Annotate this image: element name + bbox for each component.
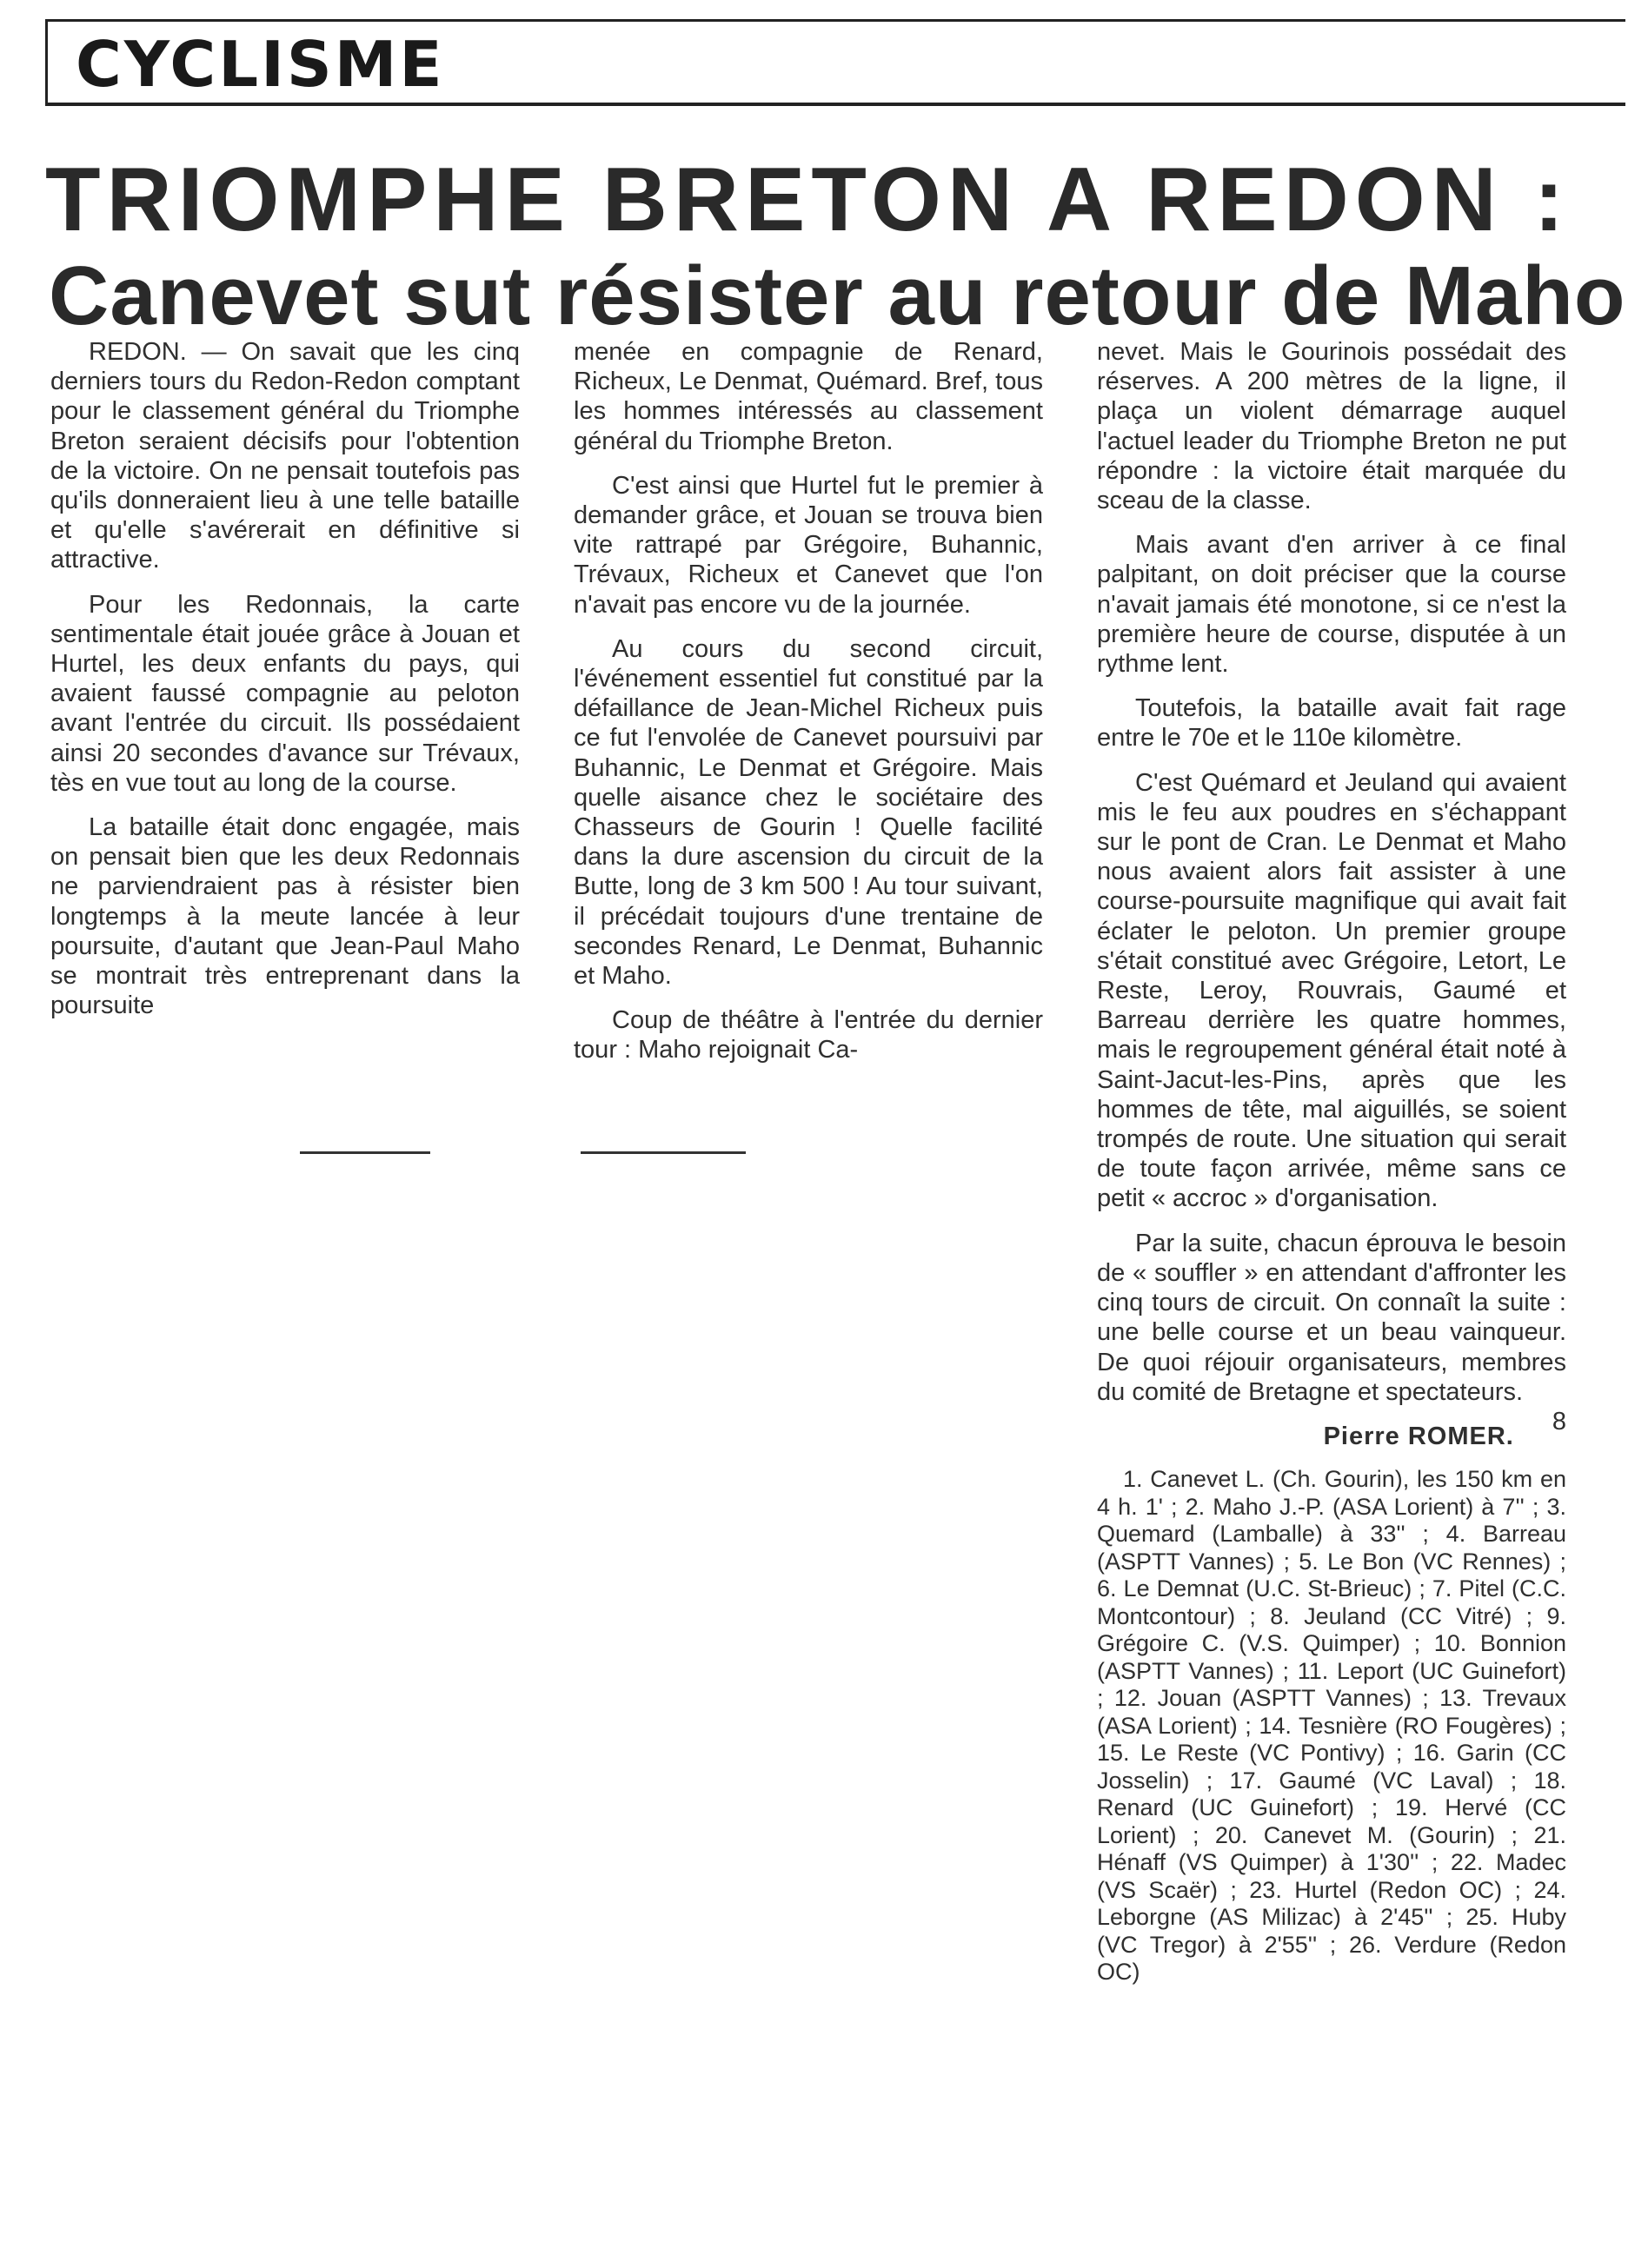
paragraph: nevet. Mais le Gourinois possédait des réserves. A 200 mètres de la ligne, il plaça un violent démarrage auquel l'actuel leader du Triomphe Breton ne put répondre : la victoire était marquée du sceau de la classe. — [1097, 338, 1566, 515]
page-mark: 8 — [1552, 1407, 1566, 1436]
headline-main: TRIOMPHE BRETON A REDON : — [45, 149, 1571, 250]
race-results — [1097, 1466, 1566, 1986]
article-column-2 — [574, 337, 1043, 1080]
section-rubric-box — [45, 19, 1625, 106]
paragraph: REDON. — On savait que les cinq derniers tours du Redon-Redon comptant pour le classement général du Triomphe Breton seraient décisifs pour l'obtention de la victoire. On ne pensait toutefois pas qu'ils donneraient lieu à une telle bataille et qu'elle s'avérerait en définitive si attractive. — [50, 338, 520, 574]
paragraph: C'est ainsi que Hurtel fut le premier à demander grâce, et Jouan se trouva bien vite rattrapé par Grégoire, Buhannic, Trévaux, Richeux et Canevet que l'on n'avait pas encore vu de la journée. — [574, 471, 1043, 619]
paragraph: menée en compagnie de Renard, Richeux, Le Denmat, Quémard. Bref, tous les hommes intéressés au classement général du Triomphe Breton. — [574, 338, 1043, 455]
paragraph: Mais avant d'en arriver à ce final palpitant, on doit préciser que la course n'avait jamais été monotone, si ce n'est la première heure de course, disputée à un rythme lent. — [1097, 531, 1566, 679]
column-end-rule — [300, 1151, 430, 1154]
column-end-rule — [581, 1151, 746, 1154]
author-signature: Pierre ROMER. — [1323, 1422, 1514, 1450]
results-text: 1. Canevet L. (Ch. Gourin), les 150 km en 4 h. 1' ; 2. Maho J.-P. (ASA Lorient) à 7'' ; 3. Quemard (Lamballe) à 33'' ; 4. Barreau (ASPTT Vannes) ; 5. Le Bon (VC Rennes) ; 6. Le Demnat (U.C. St-Brieuc) ; 7. Pitel (C.C. Montcontour) ; 8. Jeuland (CC Vitré) ; 9. Grégoire C. (V.S. Quimper) ; 10. Bonnion (ASPTT Vannes) ; 11. Leport (UC Guinefort) ; 12. Jouan (ASPTT Vannes) ; 13. Trevaux (ASA Lorient) ; 14. Tesnière (RO Fougères) ; 15. Le Reste (VC Pontivy) ; 16. Garin (CC Josselin) ; 17. Gaumé (VC Laval) ; 18. Renard (UC Guinefort) ; 19. Hervé (CC Lorient) ; 20. Canevet M. (Gourin) ; 21. Hénaff (VS Quimper) à 1'30'' ; 22. Madec (VS Scaër) ; 23. Hurtel (Redon OC) ; 24. Leborgne (AS Milizac) à 2'45'' ; 25. Huby (VC Tregor) à 2'55'' ; 26. Verdure (Redon OC) — [1097, 1466, 1566, 1986]
paragraph-text: Par la suite, chacun éprouva le besoin de « souffler » en attendant d'affronter les cinq tours de circuit. On connaît la suite : une belle course et un beau vainqueur. De quoi réjouir organisateurs, membres du comité de Bretagne et spectateurs. — [1097, 1229, 1566, 1406]
paragraph: Toutefois, la bataille avait fait rage entre le 70e et le 110e kilomètre. — [1097, 694, 1566, 753]
section-rubric-label: CYCLISME — [76, 28, 445, 101]
paragraph: Pour les Redonnais, la carte sentimentale était jouée grâce à Jouan et Hurtel, les deux enfants du pays, qui avaient faussé compagnie au peloton avant l'entrée du circuit. Ils possédaient ainsi 20 secondes d'avance sur Trévaux, tès en vue tout au long de la course. — [50, 590, 520, 797]
paragraph: C'est Quémard et Jeuland qui avaient mis le feu aux poudres en s'échappant sur le pont de Cran. Le Denmat et Maho nous avaient alors fait assister à une course-poursuite magnifique qui avait fait éclater le peloton. Un premier groupe s'était constitué avec Grégoire, Letort, Le Reste, Leroy, Rouvrais, Gaumé et Barreau derrière les quatre hommes, mais le regroupement général était noté à Saint-Jacut-les-Pins, après que les hommes de tête, mal aiguillés, se soient trompés de route. Une situation qui serait de toute façon arrivée, même sans ce petit « accroc » d'organisation. — [1097, 768, 1566, 1213]
article-column-3 — [1097, 337, 1566, 1986]
paragraph: Coup de théâtre à l'entrée du dernier tour : Maho rejoignait Ca- — [574, 1006, 1043, 1064]
article-column-1 — [50, 337, 520, 1035]
headline-sub: Canevet sut résister au retour de Maho — [49, 249, 1626, 342]
paragraph: Au cours du second circuit, l'événement essentiel fut constitué par la défaillance de Jean-Michel Richeux puis ce fut l'envolée de Canevet poursuivi par Buhannic, Le Denmat et Grégoire. Mais quelle aisance chez le sociétaire des Chasseurs de Gourin ! Quelle facilité dans la dure ascension du circuit de la Butte, long de 3 km 500 ! Au tour suivant, il précédait toujours d'une trentaine de secondes Renard, Le Denmat, Buhannic et Maho. — [574, 634, 1043, 991]
paragraph: La bataille était donc engagée, mais on pensait bien que les deux Redonnais ne parviendraient pas à résister bien longtemps à la meute lancée à leur poursuite, d'autant que Jean-Paul Maho se montrait très entreprenant dans la poursuite — [50, 813, 520, 1020]
